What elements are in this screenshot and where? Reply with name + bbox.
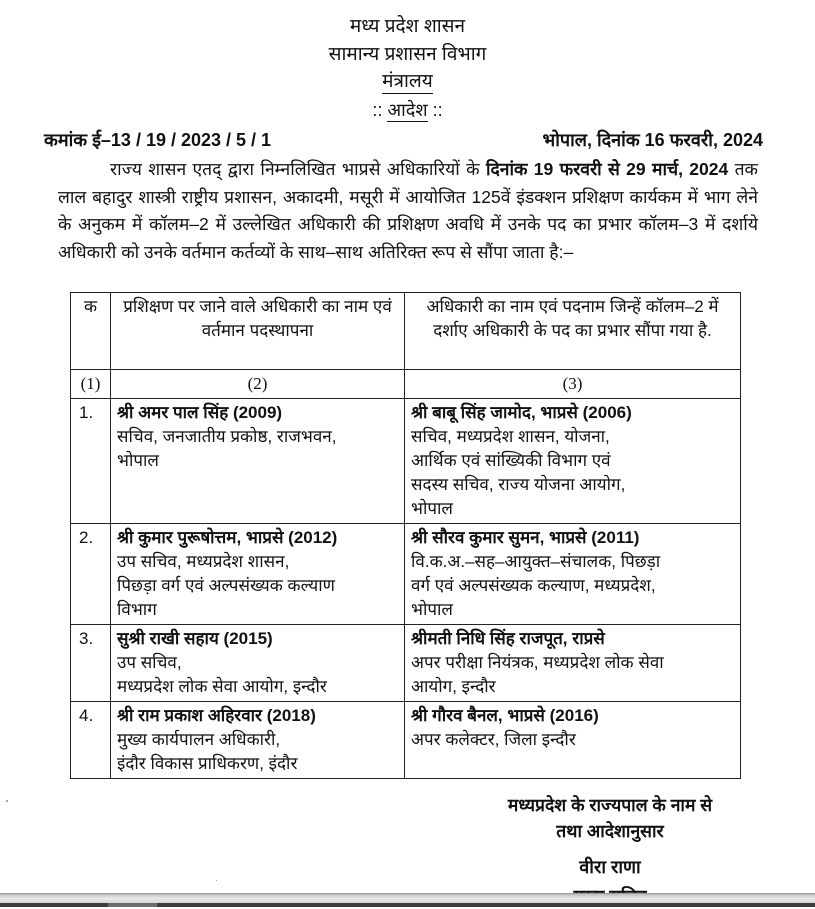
- charge-officer-name: श्री गौरव बैनल, भाप्रसे (2016): [411, 706, 599, 725]
- header-trainee: प्रशिक्षण पर जाने वाले अधिकारी का नाम एवं वर्तमान पदस्थापना: [111, 293, 405, 370]
- signatory-name: वीरा राणा: [579, 857, 641, 877]
- charge-post-line: वर्ग एवं अल्पसंख्यक कल्याण, मध्यप्रदेश,: [411, 576, 656, 595]
- serial-number: 3.: [71, 625, 111, 702]
- charge-post-line: सचिव, मध्यप्रदेश शासन, योजना,: [411, 427, 610, 446]
- order-body-dates: दिनांक 19 फरवरी से 29 मार्च, 2024: [485, 159, 729, 179]
- charge-cell: [405, 702, 741, 779]
- charge-post-line: अपर परीक्षा नियंत्रक, मध्यप्रदेश लोक सेवा: [411, 653, 664, 672]
- header-charge: अधिकारी का नाम एवं पदनाम जिन्हें कॉलम–2 में दर्शाए अधिकारी के पद का प्रभार सौंपा गया है.: [405, 293, 741, 370]
- trainee-name: श्री राम प्रकाश अहिरवार (2018): [117, 706, 316, 725]
- order-title-prefix: ::: [372, 100, 383, 120]
- trainee-cell: [111, 399, 405, 524]
- table-row: [71, 399, 741, 524]
- charge-cell: [405, 524, 741, 625]
- order-title-text: आदेश: [387, 100, 428, 120]
- scan-speck: [6, 800, 8, 802]
- signatory-designation: [420, 883, 800, 893]
- office-heading: [0, 71, 815, 93]
- charge-post-line: भोपाल: [411, 499, 453, 518]
- trainee-post-line: मध्यप्रदेश लोक सेवा आयोग, इन्दौर: [117, 677, 327, 696]
- trainee-cell: [111, 702, 405, 779]
- table-header-row: [71, 293, 741, 370]
- column-number: (1): [71, 370, 111, 399]
- charge-post-line: अपर कलेक्टर, जिला इन्दौर: [411, 730, 576, 749]
- order-title: [0, 99, 815, 121]
- charge-post-line: आर्थिक एवं सांख्यिकी विभाग एवं: [411, 451, 611, 470]
- charge-officer-name: श्रीमती निधि सिंह राजपूत, राप्रसे: [411, 629, 605, 648]
- horizontal-scrollbar[interactable]: [0, 893, 815, 907]
- trainee-cell: [111, 625, 405, 702]
- scrollbar-thumb[interactable]: [108, 903, 157, 907]
- trainee-name: श्री अमर पाल सिंह (2009): [117, 403, 283, 422]
- trainee-post-line: मुख्य कार्यपालन अधिकारी,: [117, 730, 281, 749]
- charge-post-line: भोपाल: [411, 600, 453, 619]
- charge-cell: [405, 625, 741, 702]
- order-body-part2: तक लाल बहादुर शास्त्री राष्ट्रीय प्रशासन, अकादमी, मसूरी में आयोजित 125वें इंडक्शन प्रशिक्षण कार्यकम में भाग लेने के अनुकम में कॉलम–2 में उल्लेखित अधिकारी की प्रशिक्षण अवधि में उनके पद का प्रभार कॉलम–3 में दर्शाये अधिकारी को उनके वर्तमान कर्तव्यों के साथ–साथ अतिरिक्त रूप से सौंपा जाता है:–: [58, 159, 758, 262]
- charge-post-line: वि.क.अ.–सह–आयुक्त–संचालक, पिछड़ा: [411, 552, 661, 571]
- order-number: कमांक ई–13 / 19 / 2023 / 5 / 1: [44, 130, 272, 150]
- column-number-row: [71, 370, 741, 399]
- trainee-post-line: विभाग: [117, 600, 157, 619]
- signature-line-1: मध्यप्रदेश के राज्यपाल के नाम से: [507, 795, 713, 815]
- serial-number: 1.: [71, 399, 111, 524]
- header-serial: क: [71, 293, 111, 370]
- reference-line: [44, 128, 763, 152]
- order-title-suffix: ::: [432, 100, 443, 120]
- trainee-post-line: उप सचिव, मध्यप्रदेश शासन,: [117, 552, 290, 571]
- trainee-name: सुश्री राखी सहाय (2015): [117, 629, 273, 648]
- charge-officer-name: श्री सौरव कुमार सुमन, भाप्रसे (2011): [411, 528, 640, 547]
- department-heading: सामान्य प्रशासन विभाग: [328, 44, 487, 65]
- serial-number: 4.: [71, 702, 111, 779]
- charge-officer-name: श्री बाबू सिंह जामोद, भाप्रसे (2006): [411, 403, 632, 422]
- serial-number: 2.: [71, 524, 111, 625]
- trainee-name: श्री कुमार पुरूषोत्तम, भाप्रसे (2012): [117, 528, 338, 547]
- government-heading: मध्य प्रदेश शासन: [349, 16, 466, 37]
- place-date: भोपाल, दिनांक 16 फरवरी, 2024: [542, 130, 763, 150]
- order-body-part1: राज्य शासन एतद् द्वारा निम्नलिखित भाप्रसे अधिकारियों के: [110, 159, 486, 179]
- trainee-cell: [111, 524, 405, 625]
- order-body: [58, 156, 758, 266]
- charge-cell: [405, 399, 741, 524]
- charge-post-line: आयोग, इन्दौर: [411, 677, 496, 696]
- trainee-post-line: सचिव, जनजातीय प्रकोष्ठ, राजभवन,: [117, 427, 337, 446]
- charge-post-line: सदस्य सचिव, राज्य योजना आयोग,: [411, 475, 626, 494]
- table-row: [71, 524, 741, 625]
- trainee-post-line: इंदौर विकास प्राधिकरण, इंदौर: [117, 754, 298, 773]
- trainee-post-line: भोपाल: [117, 451, 159, 470]
- trainee-post-line: पिछड़ा वर्ग एवं अल्पसंख्यक कल्याण: [117, 576, 335, 595]
- column-number: (3): [405, 370, 741, 399]
- trainee-post-line: उप सचिव,: [117, 653, 182, 672]
- scan-speck: [216, 880, 217, 881]
- column-number: (2): [111, 370, 405, 399]
- office-heading-text: मंत्रालय: [382, 71, 433, 92]
- table-row: [71, 702, 741, 779]
- signature-line-2: तथा आदेशानुसार: [556, 821, 664, 841]
- charge-table: [70, 292, 741, 779]
- table-row: [71, 625, 741, 702]
